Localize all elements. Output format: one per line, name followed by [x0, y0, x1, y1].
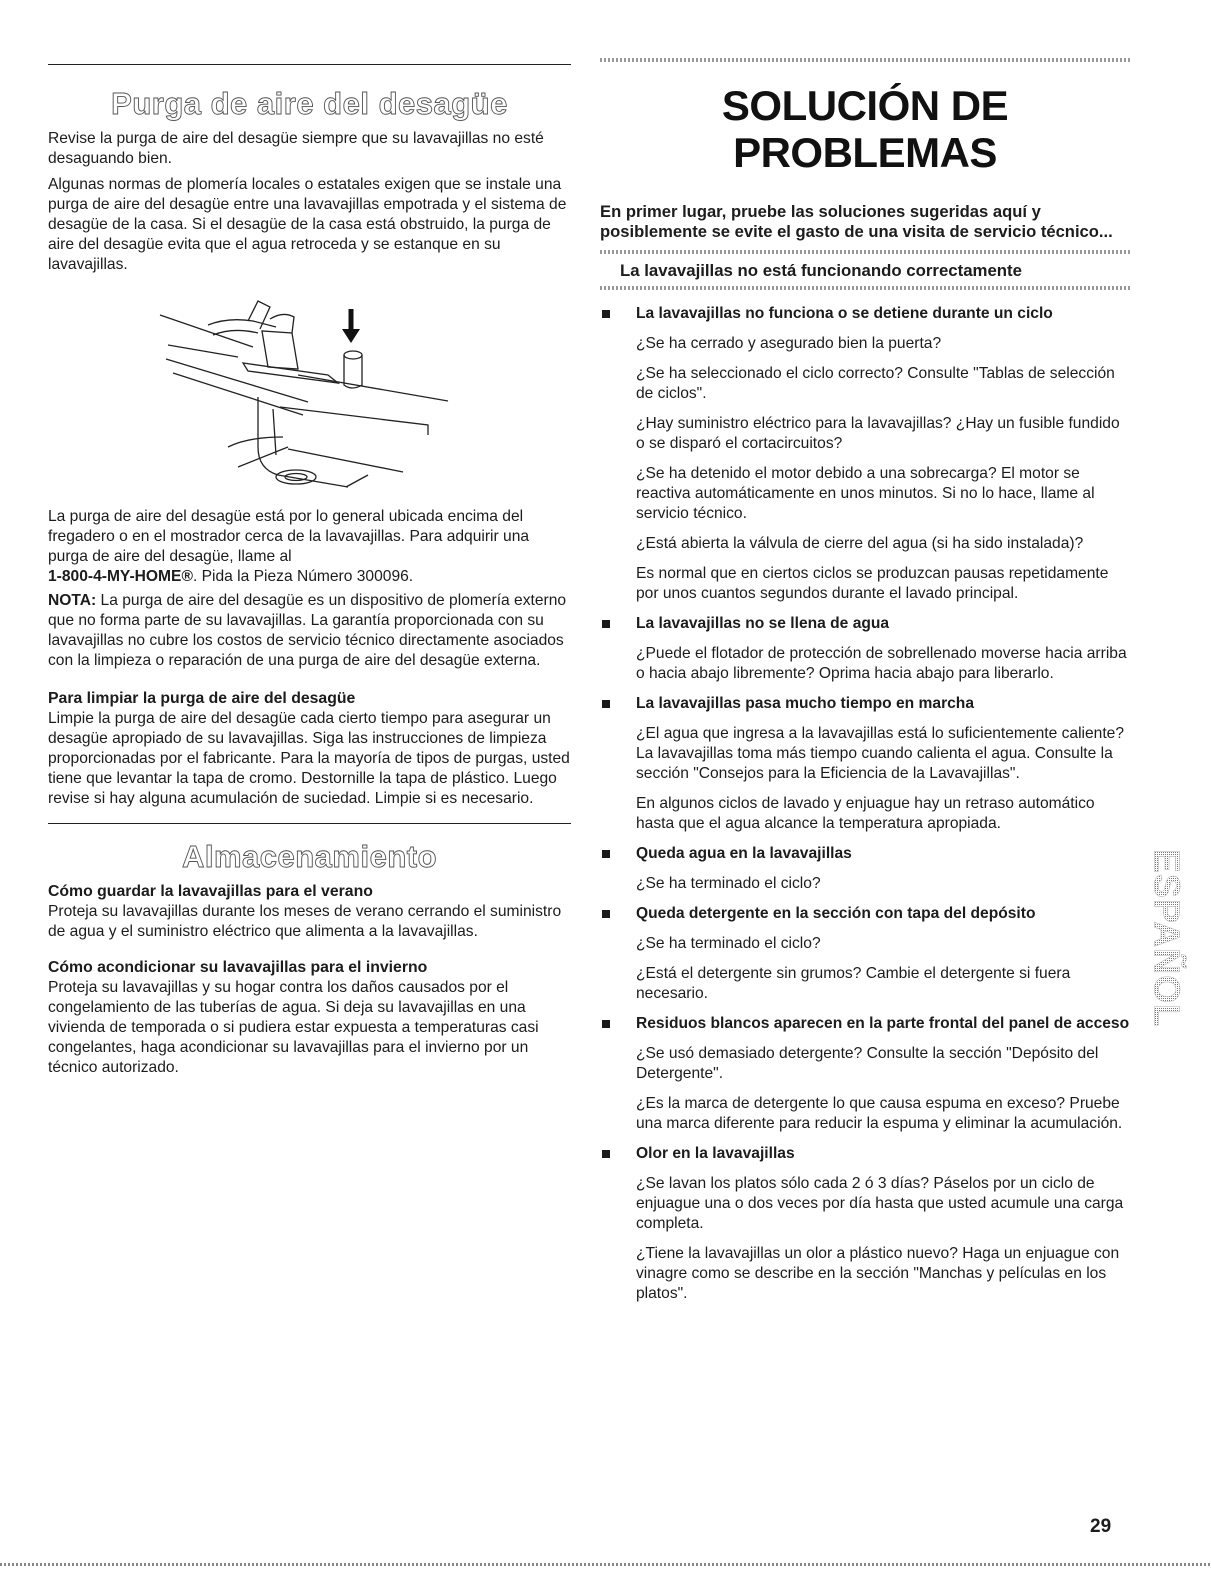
page-title: SOLUCIÓN DE PROBLEMAS	[721, 82, 1009, 176]
left-column	[48, 64, 571, 1078]
issue-answer: ¿Se ha detenido el motor debido a una sobrecarga? El motor se reactiva automáticamente en unos minutos. Si no lo hace, llame al servicio técnico.	[636, 465, 1095, 522]
issue-title: La lavavajillas no funciona o se detiene durante un ciclo	[636, 305, 1053, 322]
section-dotted-rule	[600, 286, 1130, 290]
issue-answer: ¿Tiene la lavavajillas un olor a plástico nuevo? Haga un enjuague con vinagre como se describe en la sección "Manchas y películas en los platos".	[636, 1245, 1120, 1302]
issue-item	[600, 1144, 1130, 1304]
section-heading: La lavavajillas no está funcionando correctamente	[620, 261, 1022, 280]
issue-answer: ¿El agua que ingresa a la lavavajillas está lo suficientemente caliente? La lavavajillas toma más tiempo cuando calienta el agua. Consulte la sección "Consejos para la Eficiencia de la Lavavajillas".	[636, 725, 1125, 782]
summer-heading: Cómo guardar la lavavajillas para el verano	[48, 883, 373, 900]
top-dotted-rule	[600, 58, 1130, 62]
drain-p2: Algunas normas de plomería locales o estatales exigen que se instale una purga de aire del desagüe entre una lavavajillas empotrada y el sistema de desagüe de la casa. Si el desagüe de la casa está obstruido, la purga de aire del desagüe evita que el agua retroceda y se estanque en su lavavajillas.	[48, 176, 567, 273]
issue-answer: ¿Se ha terminado el ciclo?	[636, 875, 821, 892]
clean-text: Limpie la purga de aire del desagüe cada cierto tiempo para asegurar un desagüe apropiado de su lavavajillas. Siga las instrucciones de limpieza proporcionadas por el fabricante. Para la mayoría de tipos de purgas, usted tiene que levantar la tapa de cromo. Destornille la tapa de plástico. Luego revise si hay alguna acumulación de suciedad. Limpie si es necesario.	[48, 710, 570, 807]
winter-text: Proteja su lavavajillas y su hogar contra los daños causados por el congelamiento de las tuberías de agua. Si deja su lavavajillas en una vivienda de temporada o si pudiera estar expuesta a temperaturas casi congelantes, haga acondicionar su lavavajillas para el invierno por un técnico autorizado.	[48, 979, 539, 1076]
section-dotted-rule	[600, 250, 1130, 254]
clean-heading: Para limpiar la purga de aire del desagüe	[48, 690, 356, 707]
issue-answer: ¿Se ha cerrado y asegurado bien la puerta?	[636, 335, 942, 352]
issue-answer: ¿Se usó demasiado detergente? Consulte la sección "Depósito del Detergente".	[636, 1045, 1099, 1082]
bottom-dotted-rule	[0, 1563, 1211, 1566]
winter-heading: Cómo acondicionar su lavavajillas para el invierno	[48, 959, 428, 976]
issue-item	[600, 1014, 1130, 1134]
drain-air-gap-title: Purga de aire del desagüe	[111, 86, 508, 121]
issue-title: Queda detergente en la sección con tapa del depósito	[636, 905, 1036, 922]
bullet-icon	[602, 310, 610, 318]
bullet-icon	[602, 1020, 610, 1028]
issue-answer: ¿Hay suministro eléctrico para la lavavajillas? ¿Hay un fusible fundido o se disparó el cortacircuitos?	[636, 415, 1120, 452]
issue-title: La lavavajillas pasa mucho tiempo en marcha	[636, 695, 975, 712]
issue-answer: ¿Se ha terminado el ciclo?	[636, 935, 821, 952]
issue-answer: ¿Está abierta la válvula de cierre del agua (si ha sido instalada)?	[636, 535, 1084, 552]
page-number: 29	[1090, 1516, 1112, 1537]
bullet-icon	[602, 620, 610, 628]
right-column	[600, 58, 1130, 1304]
storage-title: Almacenamiento	[181, 839, 438, 874]
issue-answer: ¿Está el detergente sin grumos? Cambie el detergente si fuera necesario.	[636, 965, 1071, 1002]
issue-answer: ¿Es la marca de detergente lo que causa espuma en exceso? Pruebe una marca diferente para reducir la espuma y eliminar la acumulación.	[636, 1095, 1123, 1132]
phone-number: 1-800-4-MY-HOME®	[48, 568, 193, 585]
bullet-icon	[602, 850, 610, 858]
air-gap-illustration	[48, 297, 571, 495]
section-rule	[48, 823, 571, 824]
lead-text: En primer lugar, pruebe las soluciones sugeridas aquí y posiblemente se evite el gasto de una visita de servicio técnico...	[600, 202, 1113, 241]
issue-title: Queda agua en la lavavajillas	[636, 845, 852, 862]
bullet-icon	[602, 910, 610, 918]
section-rule	[48, 64, 571, 65]
bullet-icon	[602, 700, 610, 708]
nota-paragraph: NOTA: La purga de aire del desagüe es un dispositivo de plomería externo que no forma parte de su lavavajillas. La garantía proporcionada con su lavavajillas no cubre los costos de servicio técnico directamente asociados con la limpieza o reparación de una purga de aire del desagüe externa.	[48, 592, 567, 669]
issue-answer: ¿Se ha seleccionado el ciclo correcto? Consulte "Tablas de selección de ciclos".	[636, 365, 1115, 402]
issue-item	[600, 844, 1130, 894]
issue-item	[600, 304, 1130, 604]
bullet-icon	[602, 1150, 610, 1158]
issue-answer: ¿Puede el flotador de protección de sobrellenado moverse hacia arriba o hacia abajo libremente? Oprima hacia abajo para liberarlo.	[636, 645, 1127, 682]
issue-answer: ¿Se lavan los platos sólo cada 2 ó 3 días? Páselos por un ciclo de enjuague una o dos veces por día hasta que usted acumule una carga completa.	[636, 1175, 1124, 1232]
summer-text: Proteja su lavavajillas durante los meses de verano cerrando el suministro de agua y el suministro eléctrico que alimenta a la lavavajillas.	[48, 903, 562, 940]
issue-item	[600, 614, 1130, 684]
issue-item	[600, 904, 1130, 1004]
issue-title: Olor en la lavavajillas	[636, 1145, 795, 1162]
language-side-tab	[1146, 812, 1188, 1064]
issues-list	[600, 304, 1130, 1304]
nota-label: NOTA:	[48, 592, 97, 609]
side-tab-text: ESPAÑOL	[1146, 848, 1188, 1028]
issue-title: La lavavajillas no se llena de agua	[636, 615, 890, 632]
issue-item	[600, 694, 1130, 834]
issue-answer: Es normal que en ciertos ciclos se produzcan pausas repetidamente por unos cuantos segundos durante el lavado principal.	[636, 565, 1109, 602]
drain-p1: Revise la purga de aire del desagüe siempre que su lavavajillas no esté desaguando bien.	[48, 130, 544, 167]
drain-p3: La purga de aire del desagüe está por lo general ubicada encima del fregadero o en el mostrador cerca de la lavavajillas. Para adquirir una purga de aire del desagüe, llame al 1-800-4-MY-HOME®. Pida la Pieza Número 300096.	[48, 508, 530, 585]
issue-title: Residuos blancos aparecen en la parte frontal del panel de acceso	[636, 1015, 1130, 1032]
issue-answer: En algunos ciclos de lavado y enjuague hay un retraso automático hasta que el agua alcance la temperatura apropiada.	[636, 795, 1095, 832]
